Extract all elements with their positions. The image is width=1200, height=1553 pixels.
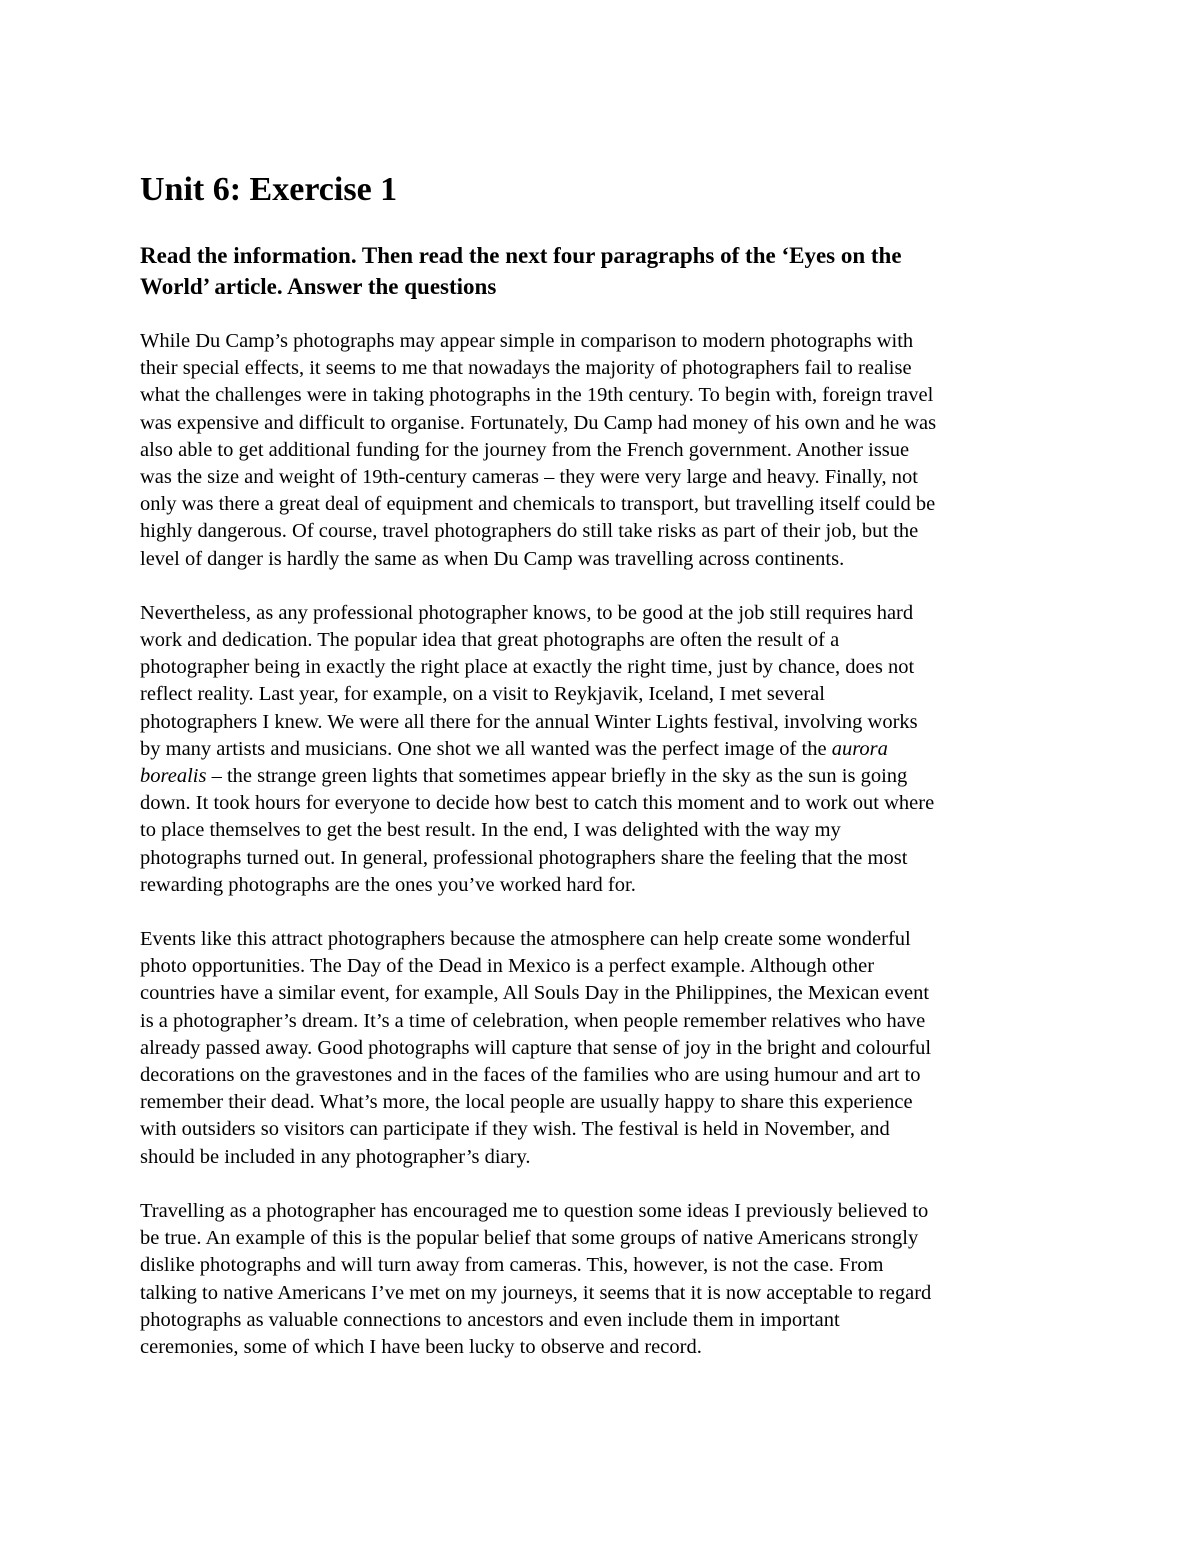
paragraph-line: photographers I knew. We were all there for the annual Winter Lights festival, involving works	[140, 710, 918, 733]
paragraph-line: photographer being in exactly the right place at exactly the right time, just by chance, does not	[140, 656, 915, 679]
paragraph-line: photo opportunities. The Day of the Dead in Mexico is a perfect example. Although other	[140, 955, 875, 978]
paragraph-3	[140, 926, 1060, 1171]
paragraph-line: countries have a similar event, for example, All Souls Day in the Philippines, the Mexican event	[140, 982, 930, 1005]
paragraph-line	[140, 736, 1060, 763]
paragraph-line: be true. An example of this is the popular belief that some groups of native Americans strongly	[140, 1227, 919, 1250]
paragraph-line: to place themselves to get the best result. In the end, I was delighted with the way my	[140, 819, 841, 842]
paragraph-line: highly dangerous. Of course, travel photographers do still take risks as part of their job, but the	[140, 520, 919, 543]
paragraph-line: with outsiders so visitors can participate if they wish. The festival is held in November, and	[140, 1118, 890, 1141]
paragraph-line: what the challenges were in taking photographs in the 19th century. To begin with, foreign travel	[140, 384, 934, 407]
paragraph-line: was the size and weight of 19th-century cameras – they were very large and heavy. Finally, not	[140, 466, 918, 489]
paragraph-line: Nevertheless, as any professional photographer knows, to be good at the job still requires hard	[140, 601, 914, 624]
exercise-instructions	[140, 240, 1060, 302]
paragraph-line: decorations on the gravestones and in the faces of the families who are using humour and art to	[140, 1064, 921, 1087]
paragraph-line: dislike photographs and will turn away from cameras. This, however, is not the case. From	[140, 1254, 884, 1277]
paragraph-line: reflect reality. Last year, for example, on a visit to Reykjavik, Iceland, I met several	[140, 683, 825, 706]
italic-term: aurora	[831, 737, 888, 760]
instructions-line-2: World’ article. Answer the questions	[140, 274, 497, 299]
paragraph-line: their special effects, it seems to me that nowadays the majority of photographers fail to realise	[140, 357, 912, 380]
paragraph-4	[140, 1198, 1060, 1361]
paragraph-line: only was there a great deal of equipment and chemicals to transport, but travelling itself could be	[140, 493, 936, 516]
paragraph-line: level of danger is hardly the same as when Du Camp was travelling across continents.	[140, 547, 845, 570]
paragraph-line: should be included in any photographer’s diary.	[140, 1145, 531, 1168]
paragraph-line: work and dedication. The popular idea that great photographs are often the result of a	[140, 629, 840, 652]
paragraph-line: While Du Camp’s photographs may appear simple in comparison to modern photographs with	[140, 330, 914, 352]
paragraph-line: was expensive and difficult to organise. Fortunately, Du Camp had money of his own and he was	[140, 411, 937, 434]
italic-term: borealis	[140, 765, 207, 788]
page-title: Unit 6: Exercise 1	[140, 171, 398, 208]
paragraph-line	[140, 763, 1060, 790]
paragraph-line: also able to get additional funding for the journey from the French government. Another issue	[140, 438, 910, 461]
paragraph-line: talking to native Americans I’ve met on my journeys, it seems that it is now acceptable to regard	[140, 1281, 932, 1304]
instructions-line-1: Read the information. Then read the next four paragraphs of the ‘Eyes on the	[140, 243, 902, 268]
paragraph-line: is a photographer’s dream. It’s a time of celebration, when people remember relatives who have	[140, 1009, 926, 1032]
line-text: by many artists and musicians. One shot we all wanted was the perfect image of the	[140, 737, 832, 760]
paragraph-2	[140, 600, 1060, 899]
paragraph-line: photographs turned out. In general, professional photographers share the feeling that the most	[140, 846, 908, 869]
paragraph-line: photographs as valuable connections to ancestors and even include them in important	[140, 1308, 840, 1331]
paragraph-line: ceremonies, some of which I have been lucky to observe and record.	[140, 1335, 702, 1358]
paragraph-line: down. It took hours for everyone to decide how best to catch this moment and to work out where	[140, 792, 935, 815]
paragraph-line: Travelling as a photographer has encouraged me to question some ideas I previously believed to	[140, 1199, 929, 1222]
paragraph-1	[140, 328, 1060, 573]
paragraph-line: rewarding photographs are the ones you’ve worked hard for.	[140, 873, 636, 896]
line-text: – the strange green lights that sometimes appear briefly in the sky as the sun is going	[206, 765, 908, 788]
article-body	[140, 328, 1060, 1388]
paragraph-line: Events like this attract photographers because the atmosphere can help create some wonderful	[140, 928, 911, 951]
paragraph-line: remember their dead. What’s more, the local people are usually happy to share this experience	[140, 1091, 913, 1114]
paragraph-line: already passed away. Good photographs will capture that sense of joy in the bright and colourful	[140, 1036, 932, 1059]
